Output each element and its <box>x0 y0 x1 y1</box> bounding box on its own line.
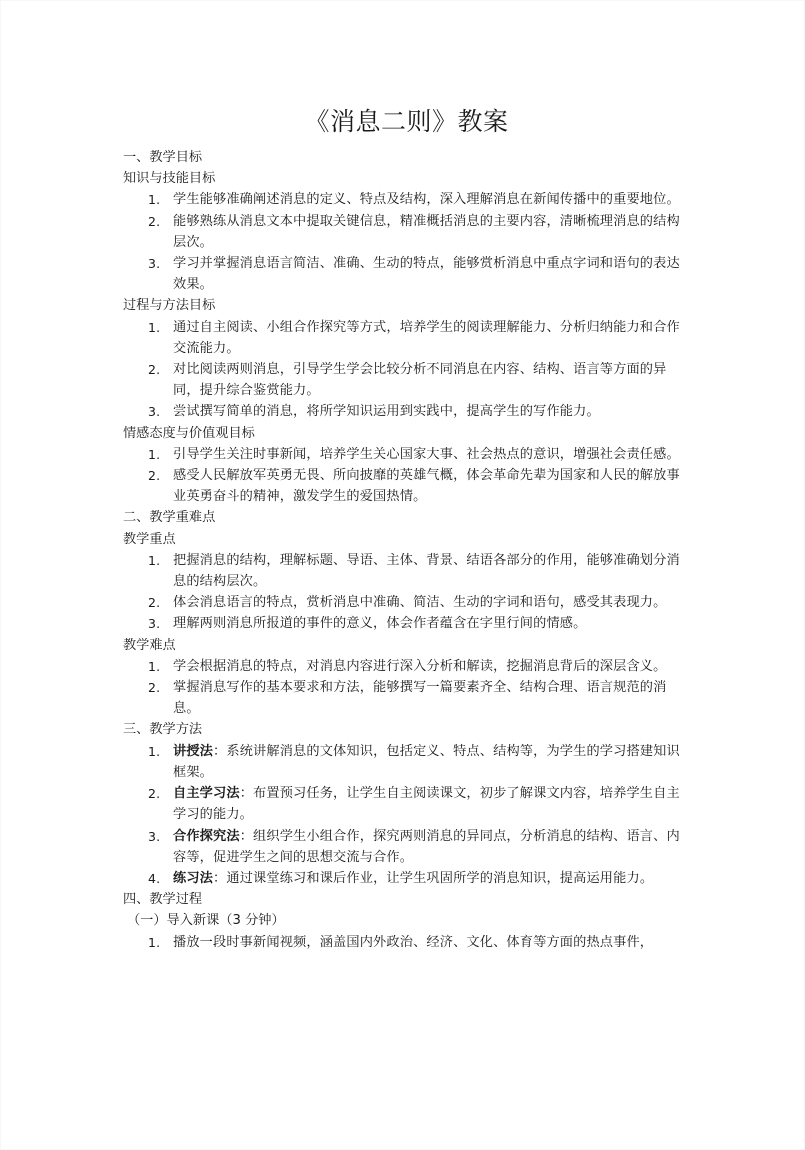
list-item-text: 学生能够准确阐述消息的定义、特点及结构，深入理解消息在新闻传播中的重要地位。 <box>173 192 680 208</box>
list-item-text: 学会根据消息的特点，对消息内容进行深入分析和解读，挖掘消息背后的深层含义。 <box>173 658 667 674</box>
list-item-text: 体会消息语言的特点，赏析消息中准确、简洁、生动的字词和语句，感受其表现力。 <box>173 595 667 611</box>
list-item <box>123 932 685 953</box>
list-item-number: 1. <box>148 658 161 674</box>
list-item-number: 1. <box>148 319 161 335</box>
list-item-number: 4. <box>148 870 161 886</box>
list-item-text: 掌握消息写作的基本要求和方法，能够撰写一篇要素齐全、结构合理、语言规范的消息。 <box>173 680 667 717</box>
list-item <box>123 592 685 613</box>
section-heading-objectives: 一、教学目标 <box>123 150 203 165</box>
list-item <box>123 317 685 359</box>
list-item <box>123 550 685 592</box>
subheading-emotion-values: 情感态度与价值观目标 <box>123 425 255 441</box>
document-body <box>123 147 685 953</box>
list-item <box>123 401 685 422</box>
document-content <box>123 105 685 953</box>
list-item-text: 通过自主阅读、小组合作探究等方式，培养学生的阅读理解能力、分析归纳能力和合作交流能力。 <box>173 319 680 356</box>
list-item-number: 3. <box>148 404 161 420</box>
list-teaching-methods <box>123 741 685 889</box>
list-item-number: 2. <box>148 213 161 229</box>
list-item <box>123 359 685 401</box>
list-item-text: ：组织学生小组合作，探究两则消息的异同点，分析消息的结构、语言、内容等，促进学生之间的思想交流与合作。 <box>173 828 680 865</box>
subheading-process-methods: 过程与方法目标 <box>123 298 216 314</box>
list-item <box>123 656 685 677</box>
section-heading-key-difficult: 二、教学重难点 <box>123 510 216 526</box>
list-item-text: 引导学生关注时事新闻，培养学生关心国家大事、社会热点的意识，增强社会责任感。 <box>173 446 680 462</box>
list-process-methods <box>123 317 685 423</box>
list-item-text: ：系统讲解消息的文体知识，包括定义、特点、结构等，为学生的学习搭建知识框架。 <box>173 743 680 780</box>
list-knowledge-skills <box>123 189 685 295</box>
list-item-number: 1. <box>148 446 161 462</box>
list-item <box>123 783 685 825</box>
list-item-text: 对比阅读两则消息，引导学生学会比较分析不同消息在内容、结构、语言等方面的异同，提升综合鉴赏能力。 <box>173 362 667 399</box>
list-item <box>123 444 685 465</box>
list-item-text: 把握消息的结构，理解标题、导语、主体、背景、结语各部分的作用，能够准确划分消息的结构层次。 <box>173 552 680 590</box>
list-emotion-values <box>123 444 685 508</box>
list-item-number: 2. <box>148 595 161 611</box>
list-item-label: 自主学习法 <box>173 786 240 802</box>
document-page <box>1 1 804 1149</box>
document-title: 《消息二则》教案 <box>304 107 509 136</box>
list-item-label: 讲授法 <box>173 743 214 759</box>
list-item <box>123 741 685 783</box>
list-item-number: 2. <box>148 362 161 378</box>
list-item <box>123 465 685 507</box>
list-item-text: 能够熟练从消息文本中提取关键信息，精准概括消息的主要内容，清晰梳理消息的结构层次。 <box>173 213 680 250</box>
list-difficult-points <box>123 656 685 720</box>
list-item-text: 理解两则消息所报道的事件的意义，体会作者蕴含在字里行间的情感。 <box>173 616 587 632</box>
list-item-number: 2. <box>148 468 161 484</box>
list-item-number: 3. <box>148 828 161 844</box>
section-heading-methods: 三、教学方法 <box>123 722 203 738</box>
list-intro <box>123 932 685 953</box>
list-item-number: 1. <box>148 192 161 208</box>
list-item-number: 1. <box>148 743 161 759</box>
list-item-text: 播放一段时事新闻视频，涵盖国内外政治、经济、文化、体育等方面的热点事件， <box>173 934 654 950</box>
list-item-number: 2. <box>148 680 161 696</box>
list-item-label: 合作探究法 <box>173 828 240 844</box>
section-heading-process: 四、教学过程 <box>123 892 203 908</box>
list-item-number: 3. <box>148 256 161 272</box>
subheading-intro: （一）导入新课（3 分钟） <box>127 913 285 929</box>
list-item <box>123 613 685 634</box>
list-item <box>123 677 685 719</box>
list-item-number: 3. <box>148 616 161 632</box>
subheading-key-points: 教学重点 <box>123 531 176 547</box>
list-item <box>123 826 685 868</box>
list-item <box>123 189 685 210</box>
list-item <box>123 211 685 253</box>
list-item-text: ：布置预习任务，让学生自主阅读课文，初步了解课文内容，培养学生自主学习的能力。 <box>173 786 680 823</box>
list-item-text: 学习并掌握消息语言简洁、准确、生动的特点，能够赏析消息中重点字词和语句的表达效果。 <box>173 256 680 293</box>
list-item-text: 尝试撰写简单的消息，将所学知识运用到实践中，提高学生的写作能力。 <box>173 404 600 420</box>
list-item <box>123 253 685 295</box>
list-item-text: 感受人民解放军英勇无畏、所向披靡的英雄气概，体会革命先辈为国家和人民的解放事业英勇奋斗的精神，激发学生的爱国热情。 <box>173 468 680 505</box>
subheading-difficult-points: 教学难点 <box>123 637 176 653</box>
list-item-number: 1. <box>148 934 161 950</box>
list-item-text: ：通过课堂练习和课后作业，让学生巩固所学的消息知识，提高运用能力。 <box>213 870 654 886</box>
list-item-number: 2. <box>148 786 161 802</box>
subheading-knowledge-skills: 知识与技能目标 <box>123 171 216 187</box>
list-item-number: 1. <box>148 552 161 568</box>
list-item <box>123 868 685 889</box>
list-key-points <box>123 550 685 635</box>
list-item-label: 练习法 <box>173 870 214 886</box>
